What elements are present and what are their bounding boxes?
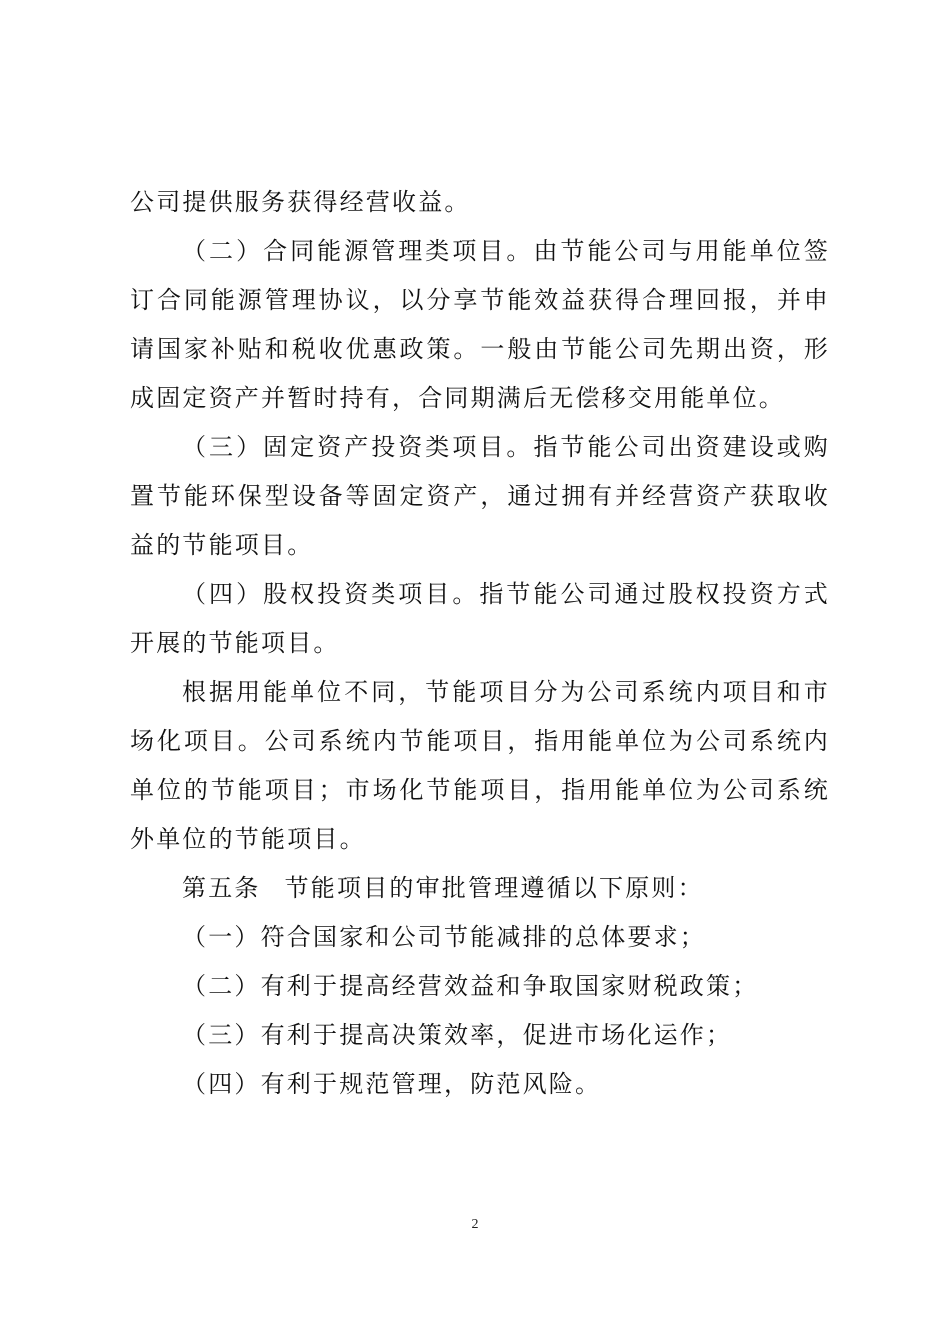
body-paragraph: 公司提供服务获得经营收益。 [130,188,471,216]
body-paragraph: （三）固定资产投资类项目。指节能公司出资建设或购置节能环保型设备等固定资产，通过拥有并经营资产获取收益的节能项目。 [130,433,830,559]
principle-item: （三）有利于提高决策效率，促进市场化运作； [182,1021,733,1049]
article-label: 第五条 [182,874,261,902]
document-body [130,178,830,1109]
body-paragraph: （四）股权投资类项目。指节能公司通过股权投资方式开展的节能项目。 [130,580,830,657]
page-number: 2 [471,1217,479,1232]
principle-item: （二）有利于提高经营效益和争取国家财税政策； [182,972,759,1000]
article-text: 节能项目的审批管理遵循以下原则： [284,874,704,902]
principle-item: （一）符合国家和公司节能减排的总体要求； [182,923,706,951]
body-paragraph: （二）合同能源管理类项目。由节能公司与用能单位签订合同能源管理协议，以分享节能效益获得合理回报，并申请国家补贴和税收优惠政策。一般由节能公司先期出资，形成固定资产并暂时持有，合同期满后无偿移交用能单位。 [130,237,830,412]
principle-item: （四）有利于规范管理，防范风险。 [182,1070,602,1098]
body-paragraph: 根据用能单位不同，节能项目分为公司系统内项目和市场化项目。公司系统内节能项目，指用能单位为公司系统内单位的节能项目；市场化节能项目，指用能单位为公司系统外单位的节能项目。 [130,678,830,853]
article-paragraph [130,864,830,913]
